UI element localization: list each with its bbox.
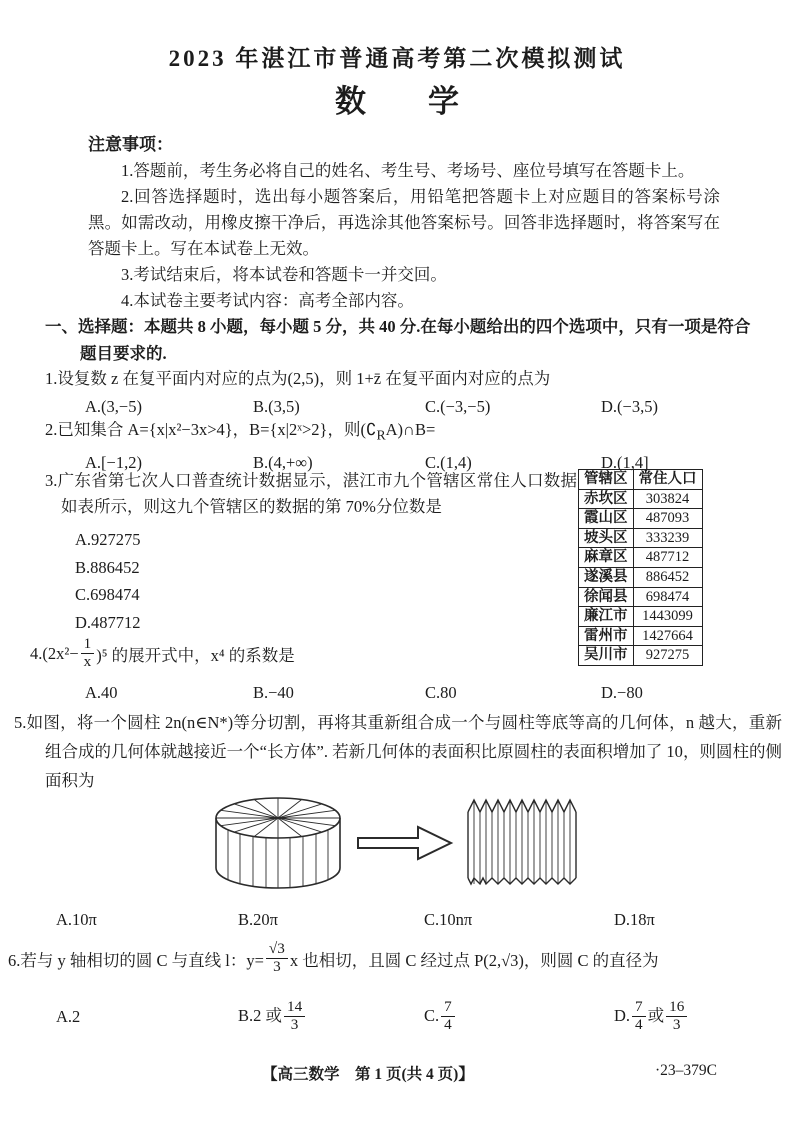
question-3-stem: 3.广东省第七次人口普查统计数据显示，湛江市九个管辖区常住人口数据如表所示，则这九个管辖区的数据的第 70%分位数是 — [45, 471, 577, 516]
q3-option-d: D.487712 — [75, 612, 141, 632]
district-cell: 雷州市 — [579, 626, 634, 646]
table-row — [579, 548, 703, 568]
q3-option-a: A.927275 — [75, 530, 141, 549]
q1-option-a: A.(3,−5) — [85, 397, 142, 416]
q4-option-c: C.80 — [425, 683, 457, 703]
district-cell: 赤坎区 — [579, 489, 634, 509]
question-6-stem — [8, 942, 788, 976]
population-cell: 333239 — [633, 528, 702, 548]
footer-paper-code: ·23–379C — [655, 1062, 717, 1079]
notice-section — [88, 132, 720, 314]
q6-option-a: A.2 — [56, 1007, 81, 1027]
population-cell: 303824 — [633, 489, 702, 509]
footer-page-label: 【高三数学 第 1 页(共 4 页)】 — [262, 1066, 474, 1083]
question-6-options — [8, 1000, 794, 1034]
q3-option-c: C.698474 — [75, 585, 140, 604]
question-1-stem: 1.设复数 z 在复平面内对应的点为(2,5)，则 1+z̄ 在复平面内对应的点为 — [45, 369, 551, 388]
q6-option-b: B.2 或 $\frac{14}{3}$ — [238, 1000, 424, 1034]
table-header-population: 常住人口 — [633, 470, 702, 490]
q6-stem-post: x 也相切，且圆 C 经过点 P(2,√3)，则圆 C 的直径为 — [289, 951, 659, 971]
district-cell: 徐闻县 — [579, 587, 634, 607]
q2-stem-sub: R — [376, 427, 386, 443]
population-cell: 698474 — [633, 587, 702, 607]
district-cell: 麻章区 — [579, 548, 634, 568]
question-1-options — [45, 397, 759, 417]
question-3 — [45, 468, 577, 636]
q5-option-a: A.10π — [56, 910, 97, 929]
q6-option-d: D. $\frac{7}{4}$ 或 $\frac{16}{3}$ — [614, 1000, 794, 1034]
question-2-stem — [45, 417, 759, 448]
section1-header — [45, 313, 759, 367]
q6-stem-pre: 6.若与 y 轴相切的圆 C 与直线 l：y= — [8, 951, 264, 971]
q2-option-b: B.(4,+∞) — [253, 453, 313, 473]
q5-option-c: C.10nπ — [424, 910, 473, 929]
question-5-stem: 5.如图，将一个圆柱 2n(n∈N*)等分切割，再将其重新组合成一个与圆柱等底等高的几何体，n 越大，重新组合成的几何体就越接近一个“长方体”. 若新几何体的表面积比原圆柱的表面积增加了 10，则圆柱的侧面积为 — [14, 713, 782, 790]
table-row — [579, 509, 703, 529]
question-4-stem — [30, 637, 760, 671]
q4-option-d: D.−80 — [601, 683, 643, 703]
question-1 — [45, 366, 759, 417]
q5-option-d: D.18π — [614, 910, 655, 929]
notice-item-3: 3.考试结束后，将本试卷和答题卡一并交回。 — [121, 265, 447, 284]
q6-option-d-fraction-2: $\frac{16}{3}$ — [666, 999, 687, 1033]
table-header-row — [579, 470, 703, 490]
district-cell: 坡头区 — [579, 528, 634, 548]
table-header-district: 管辖区 — [579, 470, 634, 490]
section1-header-line1: 一、选择题：本题共 8 小题，每小题 5 分，共 40 分.在每小题给出的四个选项中，只有一项是符合 — [45, 317, 751, 336]
subject-title: 数 学 — [335, 84, 459, 119]
q1-option-d: D.(−3,5) — [601, 397, 658, 416]
q6-option-d-fraction-1: $\frac{7}{4}$ — [632, 999, 646, 1033]
section1-header-line2: 题目要求的. — [80, 344, 167, 363]
q6-option-b-fraction: $\frac{14}{3}$ — [284, 999, 305, 1033]
population-cell: 487712 — [633, 548, 702, 568]
table-row — [579, 528, 703, 548]
district-cell: 吴川市 — [579, 646, 634, 666]
population-cell: 1427664 — [633, 626, 702, 646]
notice-item-2: 2.回答选择题时，选出每小题答案后，用铅笔把答题卡上对应题目的答案标号涂黑。如需改动，用橡皮擦干净后，再选涂其他答案标号。回答非选择题时，将答案写在答题卡上。写在本试卷上无效。 — [88, 187, 720, 258]
q6-option-c-fraction: $\frac{7}{4}$ — [441, 999, 455, 1033]
population-cell: 487093 — [633, 509, 702, 529]
q2-stem-post: A)∩B= — [385, 420, 436, 439]
q5-option-b: B.20π — [238, 910, 278, 929]
population-cell: 1443099 — [633, 607, 702, 627]
district-cell: 遂溪县 — [579, 567, 634, 587]
district-cell: 廉江市 — [579, 607, 634, 627]
district-cell: 霞山区 — [579, 509, 634, 529]
q4-stem-pre: 4.(2x²− — [30, 644, 79, 664]
table-row — [579, 607, 703, 627]
question-3-options — [75, 526, 577, 636]
table-row — [579, 567, 703, 587]
q3-option-b: B.886452 — [75, 557, 140, 577]
notice-item-1: 1.答题前，考生务必将自己的姓名、考生号、考场号、座位号填写在答题卡上。 — [121, 161, 695, 180]
q2-stem-pre: 2.已知集合 A={x|x²−3x>4}，B={x|2ˣ>2}，则(∁ — [45, 420, 377, 439]
q2-option-d: D.(1,4] — [601, 453, 649, 473]
q4-option-a: A.40 — [85, 683, 118, 703]
notice-item-4: 4.本试卷主要考试内容：高考全部内容。 — [121, 291, 414, 310]
population-cell: 927275 — [633, 646, 702, 666]
question-6 — [8, 942, 788, 976]
question-5-figure — [203, 790, 583, 903]
q2-option-c: C.(1,4) — [425, 453, 472, 473]
cylinder-recomposition-figure — [203, 790, 583, 898]
question-4-options — [30, 683, 760, 703]
q4-option-b: B.−40 — [253, 683, 294, 703]
q1-option-c: C.(−3,−5) — [425, 397, 491, 416]
notice-heading: 注意事项： — [88, 135, 173, 154]
q2-option-a: A.[−1,2) — [85, 453, 142, 473]
q1-option-b: B.(3,5) — [253, 397, 300, 416]
exam-title: 2023 年湛江市普通高考第二次模拟测试 — [168, 46, 626, 71]
question-5 — [14, 708, 782, 795]
question-4 — [30, 637, 760, 703]
table-row — [579, 489, 703, 509]
q4-fraction: $\frac{1}{x}$ — [81, 636, 95, 670]
q6-fraction: $\frac{√3}{3}$ — [266, 941, 288, 975]
question-2 — [45, 417, 759, 473]
q4-stem-post: )⁵ 的展开式中，x⁴ 的系数是 — [96, 646, 295, 666]
q6-option-c: C. $\frac{7}{4}$ — [424, 1000, 614, 1034]
table-row — [579, 587, 703, 607]
question-5-options — [14, 910, 794, 930]
population-cell: 886452 — [633, 567, 702, 587]
